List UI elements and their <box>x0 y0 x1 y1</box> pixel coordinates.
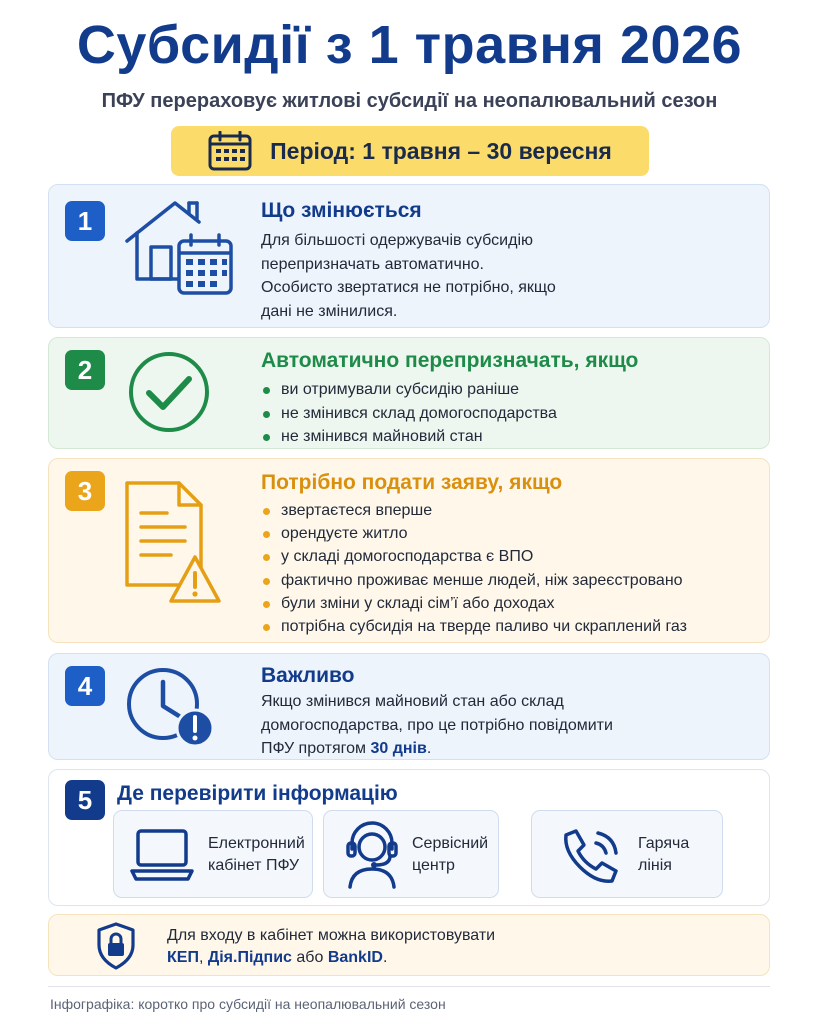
step-number-3: 3 <box>65 471 105 511</box>
text-fragment: ПФУ протягом <box>261 740 371 757</box>
option-label <box>412 833 488 877</box>
text-line: Якщо змінився майновий стан або склад <box>261 693 564 710</box>
login-note <box>48 914 770 976</box>
auth-method-diia: Дія.Підпис <box>207 949 292 966</box>
list-item: потрібна субсидія на тверде паливо чи скраплений газ <box>261 615 687 638</box>
login-note-text <box>167 925 495 969</box>
step-number-2: 2 <box>65 350 105 390</box>
conditions-list <box>261 499 687 638</box>
page-title: Субсидії з 1 травня 2026 <box>76 15 743 75</box>
list-item: орендуєте житло <box>261 522 687 545</box>
option-label <box>638 833 689 877</box>
headset-operator-icon <box>340 821 404 889</box>
clock-alert-icon <box>125 664 217 750</box>
text-line: перепризначать автоматично. <box>261 255 484 273</box>
card-important <box>48 653 770 760</box>
option-electronic-cabinet[interactable] <box>113 810 313 898</box>
deadline-highlight: 30 днів <box>370 740 427 757</box>
text-fragment: . <box>426 740 432 757</box>
list-item: ви отримували субсидію раніше <box>261 378 557 402</box>
text-fragment: . <box>382 949 388 966</box>
text-line: Для входу в кабінет можна використовувати <box>167 927 496 944</box>
list-item: були зміни у складі сім’ї або доходах <box>261 592 687 615</box>
text-line: Для більшості одержувачів субсидію <box>261 232 533 249</box>
card-heading: Автоматично перепризначать, якщо <box>261 349 639 372</box>
list-item: у складі домогосподарства є ВПО <box>261 545 687 568</box>
step-number-1: 1 <box>65 201 105 241</box>
card-heading: Потрібно подати заяву, якщо <box>261 471 563 494</box>
auth-method-kep: КЕП <box>167 949 199 966</box>
card-heading: Що змінюється <box>261 199 422 222</box>
option-hotline[interactable] <box>531 810 723 898</box>
option-label-line: центр <box>412 857 455 874</box>
text-line <box>261 737 613 761</box>
list-item: не змінився майновий стан <box>261 425 557 449</box>
document-warning-icon <box>123 479 223 607</box>
list-item: звертаєтеся вперше <box>261 499 687 522</box>
shield-lock-icon <box>95 921 137 971</box>
checkmark-circle-icon <box>127 350 211 434</box>
card-text <box>261 229 556 323</box>
step-number-4: 4 <box>65 666 105 706</box>
text-fragment: , <box>198 949 208 966</box>
card-auto-renewal <box>48 337 770 449</box>
option-label-line: кабінет ПФУ <box>208 857 300 874</box>
text-line <box>167 947 495 969</box>
card-application-required <box>48 458 770 643</box>
card-what-changes <box>48 184 770 328</box>
card-where-to-check <box>48 769 770 906</box>
list-item: не змінився склад домогосподарства <box>261 402 557 426</box>
footer-divider <box>48 986 770 987</box>
option-label-line: Сервісний <box>412 835 489 852</box>
text-line: домогосподарства, про це потрібно повідомити <box>261 716 613 734</box>
list-item: фактично проживає менше людей, ніж зареєстровано <box>261 569 687 592</box>
period-banner <box>171 126 649 176</box>
option-label-line: Гаряча <box>638 835 690 852</box>
period-text: Період: 1 травня – 30 вересня <box>270 137 612 164</box>
text-line: дані не змінилися. <box>261 302 398 320</box>
step-number-5: 5 <box>65 780 105 820</box>
card-heading: Де перевірити інформацію <box>117 782 398 805</box>
text-line: Особисто звертатися не потрібно, якщо <box>261 279 556 296</box>
option-service-center[interactable] <box>323 810 499 898</box>
text-fragment: або <box>291 949 328 966</box>
page-subtitle: ПФУ перераховує житлові субсидії на неопалювальний сезон <box>101 90 718 112</box>
calendar-icon <box>208 131 252 171</box>
option-label-line: лінія <box>638 857 672 874</box>
card-text <box>261 690 613 761</box>
conditions-list <box>261 378 557 449</box>
phone-icon <box>562 827 620 885</box>
auth-method-bankid: BankID <box>327 949 383 966</box>
footer-caption: Інфографіка: коротко про субсидії на неопалювальний сезон <box>50 996 446 1012</box>
option-label-line: Електронний <box>208 835 305 852</box>
house-calendar-icon <box>123 199 235 303</box>
option-label <box>208 833 305 877</box>
card-heading: Важливо <box>261 664 355 687</box>
laptop-icon <box>130 827 194 883</box>
